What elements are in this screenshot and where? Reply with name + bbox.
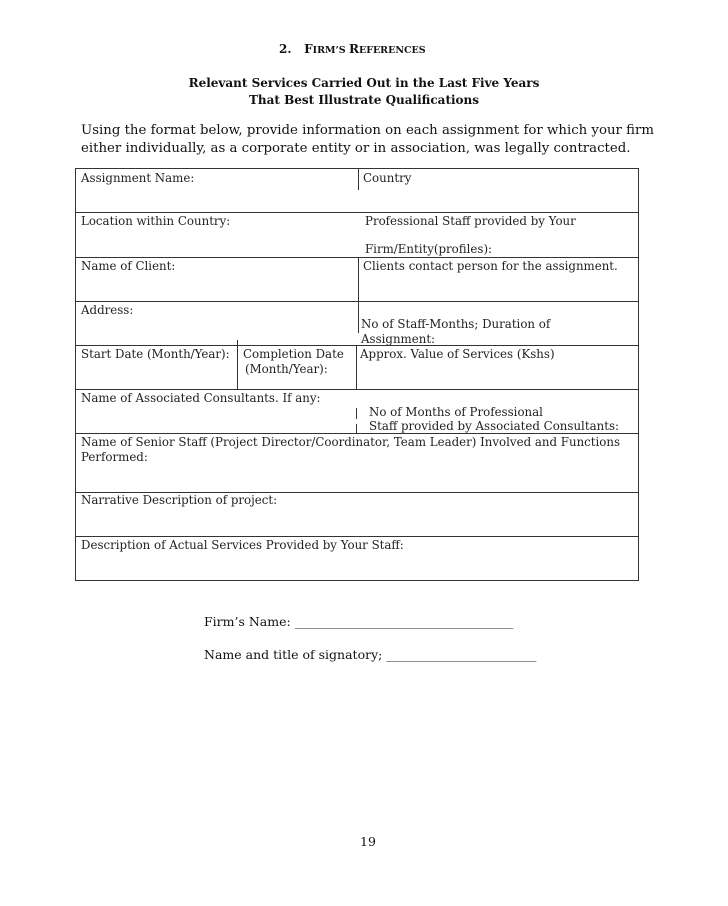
senior-staff-label-2: Performed:: [81, 450, 148, 464]
client-name-label: Name of Client:: [81, 259, 176, 273]
professional-staff-label-2: Firm/Entity(profiles):: [365, 242, 493, 256]
actual-services-label: Description of Actual Services Provided by Your Staff:: [81, 538, 404, 552]
title-cap-2: R: [348, 42, 359, 56]
column-divider: [358, 168, 359, 190]
row-divider: [75, 536, 639, 537]
completion-date-label-2: (Month/Year):: [245, 362, 328, 376]
page-number: 19: [360, 834, 376, 849]
table-border-bottom: [75, 580, 639, 581]
staff-months-label-1: No of Staff-Months; Duration of: [361, 317, 551, 331]
row-divider: [75, 257, 639, 258]
row-divider: [75, 301, 639, 302]
senior-staff-label-1: Name of Senior Staff (Project Director/Coordinator, Team Leader) Involved and Functions: [81, 435, 621, 449]
narrative-label: Narrative Description of project:: [81, 493, 278, 507]
approx-value-label: Approx. Value of Services (Kshs): [360, 347, 555, 361]
start-date-label: Start Date (Month/Year):: [81, 347, 230, 361]
table-border-top: [75, 168, 639, 169]
associated-consultants-label: Name of Associated Consultants. If any:: [81, 391, 321, 405]
title-rest-2: EFERENCES: [358, 45, 426, 56]
signatory-line: Name and title of signatory; ________________________: [204, 647, 537, 662]
column-divider: [356, 345, 357, 389]
column-divider: [356, 408, 357, 419]
row-divider: [75, 389, 639, 390]
country-label: Country: [363, 171, 412, 185]
address-label: Address:: [81, 303, 134, 317]
assignment-name-label: Assignment Name:: [81, 171, 195, 185]
column-divider: [356, 424, 357, 433]
completion-date-label-1: Completion Date: [243, 347, 344, 361]
subtitle-line-1: Relevant Services Carried Out in the Last Five Years: [188, 76, 540, 90]
row-divider: [75, 345, 639, 346]
professional-staff-label-1: Professional Staff provided by Your: [365, 214, 576, 228]
months-professional-label-2: Staff provided by Associated Consultants:: [369, 419, 619, 433]
row-divider: [75, 212, 639, 213]
title-apostrophe: ’S: [335, 45, 349, 56]
staff-months-label-2: Assignment:: [361, 332, 436, 346]
section-heading: [279, 42, 426, 56]
table-border-right: [638, 168, 639, 581]
months-professional-label-1: No of Months of Professional: [369, 405, 543, 419]
intro-line-2: either individually, as a corporate entity or in association, was legally contracted.: [81, 141, 631, 156]
subtitle-line-2: That Best Illustrate Qualifications: [248, 93, 480, 107]
location-label: Location within Country:: [81, 214, 231, 228]
column-divider: [358, 257, 359, 333]
title-cap-1: F: [304, 42, 313, 56]
firm-name-line: Firm’s Name: ___________________________________: [204, 614, 514, 629]
table-border-left: [75, 168, 76, 581]
section-number: 2.: [279, 42, 292, 56]
column-divider: [237, 340, 238, 389]
title-rest-1: IRM: [312, 45, 336, 56]
intro-line-1: Using the format below, provide information on each assignment for which your firm: [81, 123, 654, 138]
client-contact-label: Clients contact person for the assignment.: [363, 259, 618, 273]
